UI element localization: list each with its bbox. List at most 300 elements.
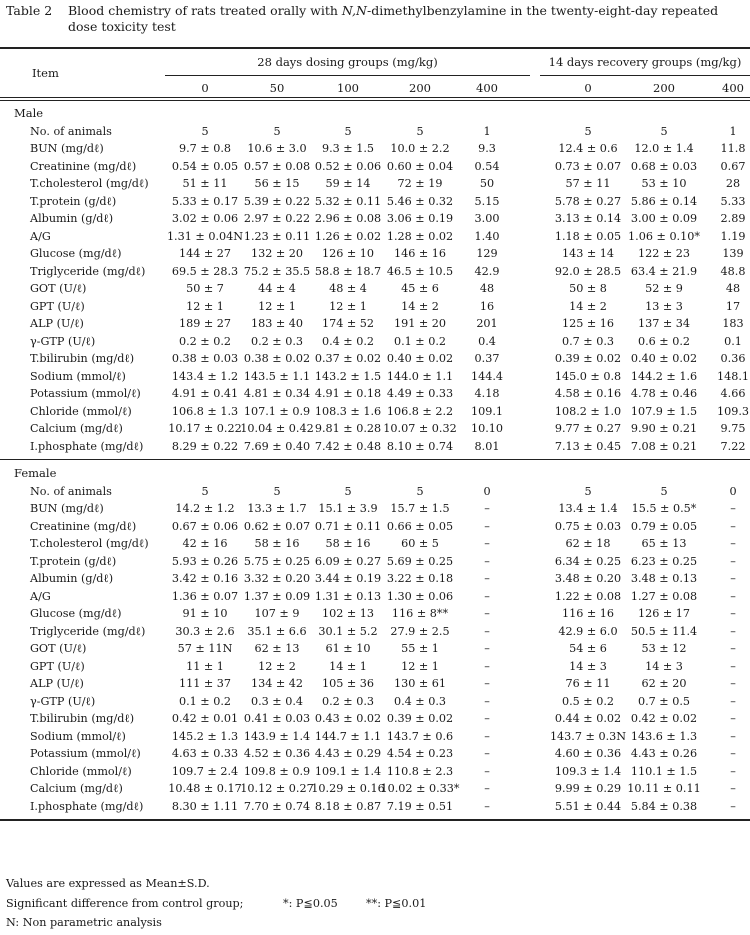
row-value: 15.7 ± 1.5	[390, 502, 450, 515]
row-value: 174 ± 52	[321, 317, 375, 330]
row-value: 126 ± 17	[637, 607, 691, 620]
row-value: 143.2 ± 1.5	[314, 369, 382, 383]
row-value: 6.23 ± 0.25	[630, 554, 698, 568]
table-row	[0, 535, 750, 552]
row-value: 9.75	[720, 422, 746, 435]
row-value: 1.26 ± 0.02	[314, 229, 382, 243]
row-item-label: Potassium (mmol/ℓ)	[30, 387, 141, 400]
column-header-item: Item	[32, 66, 59, 80]
row-value: –	[484, 729, 490, 743]
row-value: 14 ± 3	[645, 659, 683, 673]
table-row	[0, 518, 750, 535]
row-value: 0.39 ± 0.02	[554, 352, 622, 365]
row-value: –	[730, 694, 736, 708]
row-value: 58 ± 16	[254, 537, 300, 550]
dose-header: 50	[269, 81, 285, 95]
row-value: 4.49 ± 0.33	[386, 387, 454, 400]
row-value: 0	[483, 484, 491, 498]
row-value: 12 ± 1	[401, 659, 439, 673]
row-item-label: Sodium (mmol/ℓ)	[30, 369, 126, 383]
table-row	[0, 500, 750, 517]
row-value: 2.89	[720, 212, 746, 225]
table-bottom-rule	[0, 819, 750, 821]
row-value: 5.33	[720, 194, 746, 208]
row-value: 8.10 ± 0.74	[386, 439, 454, 453]
row-value: 5	[584, 124, 592, 138]
row-value: 0.1	[724, 334, 742, 348]
row-item-label: Glucose (mg/dℓ)	[30, 247, 122, 260]
row-value: 107.1 ± 0.9	[243, 404, 311, 418]
row-value: 2.97 ± 0.22	[243, 212, 311, 225]
table-row	[0, 693, 750, 710]
row-value: 10.0 ± 2.2	[390, 142, 450, 155]
row-value: –	[484, 537, 490, 550]
row-item-label: Sodium (mmol/ℓ)	[30, 729, 126, 743]
row-value: 10.10	[470, 422, 504, 435]
row-value: –	[730, 764, 736, 778]
row-value: 7.42 ± 0.48	[314, 439, 382, 453]
row-value: 0.2 ± 0.3	[250, 334, 304, 348]
row-value: 183	[722, 317, 744, 330]
row-value: 143 ± 14	[561, 247, 615, 260]
row-value: –	[730, 537, 736, 550]
row-value: 1.27 ± 0.08	[630, 589, 698, 603]
row-value: 0.7 ± 0.3	[561, 334, 615, 348]
row-value: 46.5 ± 10.5	[386, 264, 454, 278]
row-value: –	[484, 659, 490, 673]
row-value: 5.51 ± 0.44	[554, 799, 622, 813]
row-item-label: Albumin (g/dℓ)	[30, 572, 114, 585]
row-value: –	[484, 519, 490, 533]
row-value: 129	[476, 247, 498, 260]
row-value: 50	[479, 177, 495, 190]
row-value: 0.37 ± 0.02	[314, 352, 382, 365]
row-value: 0.1 ± 0.2	[178, 694, 232, 708]
row-value: 91 ± 10	[182, 607, 228, 620]
row-value: 4.18	[474, 387, 500, 400]
row-value: 13 ± 3	[645, 299, 683, 313]
row-value: 48 ± 4	[329, 282, 367, 295]
row-value: 144 ± 27	[178, 247, 232, 260]
row-value: 56 ± 15	[254, 177, 300, 190]
row-value: 0.75 ± 0.03	[554, 519, 622, 533]
row-value: –	[730, 799, 736, 813]
row-value: –	[484, 782, 490, 795]
row-value: 0.4 ± 0.2	[321, 334, 375, 348]
row-value: 5	[273, 484, 281, 498]
row-value: 9.77 ± 0.27	[554, 422, 622, 435]
row-value: 13.3 ± 1.7	[247, 502, 307, 515]
header-bottom-rule	[0, 97, 750, 101]
row-value: 0.67	[720, 159, 746, 173]
row-value: 57 ± 11N	[177, 642, 233, 655]
row-value: 16	[479, 299, 495, 313]
row-value: 51 ± 11	[182, 177, 228, 190]
row-value: –	[484, 747, 490, 760]
row-value: 12 ± 1	[186, 299, 224, 313]
row-value: 4.81 ± 0.34	[243, 387, 311, 400]
row-value: 110.8 ± 2.3	[386, 764, 454, 778]
row-value: 92.0 ± 28.5	[554, 264, 622, 278]
row-value: 5.75 ± 0.25	[243, 554, 311, 568]
row-value: 137 ± 34	[637, 317, 691, 330]
row-value: 3.00	[474, 212, 500, 225]
row-value: 130 ± 61	[393, 677, 447, 690]
row-value: –	[730, 502, 736, 515]
row-value: 1.22 ± 0.08	[554, 589, 622, 603]
row-value: 48	[725, 282, 741, 295]
row-value: –	[484, 694, 490, 708]
table-row	[0, 210, 750, 227]
table-row	[0, 763, 750, 780]
row-value: 10.04 ± 0.42	[240, 422, 314, 435]
row-value: 0.2 ± 0.2	[178, 334, 232, 348]
row-value: 5	[416, 484, 424, 498]
row-value: 48.8	[720, 264, 746, 278]
row-value: 0.4 ± 0.3	[393, 694, 447, 708]
row-value: 1.36 ± 0.07	[171, 589, 239, 603]
row-value: –	[730, 607, 736, 620]
row-value: 0.67 ± 0.06	[171, 519, 239, 533]
table-row	[0, 350, 750, 367]
footnote-values: Values are expressed as Mean±S.D.	[6, 877, 210, 890]
table-row	[0, 158, 750, 175]
row-item-label: I.phosphate (mg/dℓ)	[30, 799, 144, 813]
row-value: 105 ± 36	[321, 677, 375, 690]
row-value: 45 ± 6	[401, 282, 439, 295]
row-value: 5.33 ± 0.17	[171, 194, 239, 208]
row-value: 5	[416, 124, 424, 138]
row-value: 4.91 ± 0.18	[314, 387, 382, 400]
row-value: 17	[725, 299, 741, 313]
row-value: 108.2 ± 1.0	[554, 404, 622, 418]
row-value: 144.2 ± 1.6	[630, 369, 698, 383]
table-row	[0, 710, 750, 727]
row-value: 0.38 ± 0.03	[171, 352, 239, 365]
row-value: 1.31 ± 0.04N	[166, 229, 244, 243]
row-value: 60 ± 5	[401, 537, 439, 550]
row-value: 5	[273, 124, 281, 138]
row-value: 145.0 ± 0.8	[554, 369, 622, 383]
row-value: 0.7 ± 0.5	[637, 694, 691, 708]
row-value: 5	[201, 484, 209, 498]
dosing-group-underline	[165, 75, 530, 76]
row-value: –	[730, 747, 736, 760]
row-value: 106.8 ± 2.2	[386, 404, 454, 418]
footnote-p05: *: P≦0.05	[283, 897, 338, 910]
row-value: 7.69 ± 0.40	[243, 439, 311, 453]
table-row	[0, 623, 750, 640]
row-item-label: T.protein (g/dℓ)	[30, 194, 117, 208]
row-value: 109.1	[470, 404, 504, 418]
row-value: 0.42 ± 0.02	[630, 712, 698, 725]
row-value: 0.1 ± 0.2	[393, 334, 447, 348]
row-value: 5.32 ± 0.11	[314, 194, 382, 208]
row-value: –	[730, 642, 736, 655]
table-title: Blood chemistry of rats treated orally with N,N-dimethylbenzylamine in the twenty-eight-day repeated dose toxicity test	[68, 3, 719, 34]
row-value: 50 ± 8	[569, 282, 607, 295]
row-value: 3.32 ± 0.20	[243, 572, 311, 585]
row-value: 9.81 ± 0.28	[314, 422, 382, 435]
row-value: 3.48 ± 0.13	[630, 572, 698, 585]
row-value: 143.7 ± 0.3N	[549, 729, 627, 743]
table-row	[0, 228, 750, 245]
row-value: 0.40 ± 0.02	[386, 352, 454, 365]
row-value: –	[730, 572, 736, 585]
row-value: 9.3 ± 1.5	[321, 142, 375, 155]
dose-header: 0	[201, 81, 209, 95]
row-value: 0.4	[478, 334, 496, 348]
row-value: 0.73 ± 0.07	[554, 159, 622, 173]
row-value: 52 ± 9	[645, 282, 683, 295]
row-value: 50 ± 7	[186, 282, 224, 295]
row-value: 13.4 ± 1.4	[558, 502, 618, 515]
table-row	[0, 385, 750, 402]
table-row	[0, 605, 750, 622]
row-value: 116 ± 16	[561, 607, 615, 620]
row-value: 139	[722, 247, 744, 260]
row-item-label: Chloride (mmol/ℓ)	[30, 404, 132, 418]
row-value: 143.7 ± 0.6	[386, 729, 454, 743]
table-caption	[6, 3, 746, 35]
row-value: 2.96 ± 0.08	[314, 212, 382, 225]
row-item-label: GPT (U/ℓ)	[30, 299, 85, 313]
row-value: 14.2 ± 1.2	[175, 502, 235, 515]
row-value: –	[730, 712, 736, 725]
row-value: –	[484, 799, 490, 813]
row-value: 14 ± 3	[569, 659, 607, 673]
table-row	[0, 438, 750, 455]
row-value: 12 ± 2	[258, 659, 296, 673]
row-value: 6.34 ± 0.25	[554, 554, 622, 568]
row-value: 61 ± 10	[325, 642, 371, 655]
row-value: 48	[479, 282, 495, 295]
section-label: Female	[14, 466, 57, 480]
row-value: 122 ± 23	[637, 247, 691, 260]
table-row	[0, 658, 750, 675]
row-value: 8.30 ± 1.11	[171, 799, 239, 813]
row-value: 4.54 ± 0.23	[386, 747, 454, 760]
row-value: 102 ± 13	[321, 607, 375, 620]
row-value: 55 ± 1	[401, 642, 439, 655]
row-value: 3.48 ± 0.20	[554, 572, 622, 585]
row-value: 1	[483, 124, 491, 138]
row-value: 5.39 ± 0.22	[243, 194, 311, 208]
table-row	[0, 553, 750, 570]
row-value: –	[484, 554, 490, 568]
row-value: 8.29 ± 0.22	[171, 439, 239, 453]
row-item-label: Potassium (mmol/ℓ)	[30, 747, 141, 760]
row-value: –	[730, 782, 736, 795]
table-row	[0, 123, 750, 140]
row-value: 62 ± 18	[565, 537, 611, 550]
table-row	[0, 570, 750, 587]
row-value: 10.6 ± 3.0	[247, 142, 307, 155]
table-row	[0, 675, 750, 692]
row-value: –	[484, 589, 490, 603]
row-value: 15.1 ± 3.9	[318, 502, 378, 515]
row-value: 5.86 ± 0.14	[630, 194, 698, 208]
row-value: 4.63 ± 0.33	[171, 747, 239, 760]
dose-header: 400	[476, 81, 498, 95]
row-value: 109.3 ± 1.4	[554, 764, 622, 778]
table-row	[0, 315, 750, 332]
row-value: 111 ± 37	[178, 677, 232, 690]
row-value: 4.60 ± 0.36	[554, 747, 622, 760]
row-item-label: A/G	[30, 589, 51, 603]
row-value: 10.07 ± 0.32	[383, 422, 457, 435]
row-value: –	[730, 729, 736, 743]
row-item-label: T.bilirubin (mg/dℓ)	[30, 352, 135, 365]
row-value: 144.4	[470, 369, 504, 383]
row-value: 8.01	[474, 439, 500, 453]
row-value: 6.09 ± 0.27	[314, 554, 382, 568]
row-value: 10.17 ± 0.22	[168, 422, 242, 435]
top-rule	[0, 47, 750, 49]
row-value: 62 ± 13	[254, 642, 300, 655]
row-value: 107 ± 9	[254, 607, 300, 620]
dose-header: 0	[584, 81, 592, 95]
row-value: 107.9 ± 1.5	[630, 404, 698, 418]
row-value: 3.44 ± 0.19	[314, 572, 382, 585]
row-value: 1.40	[474, 229, 500, 243]
row-value: 0.38 ± 0.02	[243, 352, 311, 365]
row-item-label: A/G	[30, 229, 51, 243]
row-value: 5.46 ± 0.32	[386, 194, 454, 208]
row-value: 1.28 ± 0.02	[386, 229, 454, 243]
row-item-label: ALP (U/ℓ)	[30, 317, 84, 330]
row-value: 14 ± 2	[569, 299, 607, 313]
row-value: 7.08 ± 0.21	[630, 439, 698, 453]
row-value: 0.79 ± 0.05	[630, 519, 698, 533]
table-row	[0, 263, 750, 280]
row-value: 5.78 ± 0.27	[554, 194, 622, 208]
row-value: 10.29 ± 0.16	[311, 782, 385, 795]
table-row	[0, 280, 750, 297]
row-value: –	[730, 519, 736, 533]
row-value: 132 ± 20	[250, 247, 304, 260]
row-item-label: T.protein (g/dℓ)	[30, 554, 117, 568]
column-group-dosing: 28 days dosing groups (mg/kg)	[257, 55, 438, 69]
table-row	[0, 403, 750, 420]
table-row	[0, 175, 750, 192]
table-row	[0, 640, 750, 657]
row-value: –	[484, 502, 490, 515]
row-value: 1.37 ± 0.09	[243, 589, 311, 603]
dose-header: 400	[722, 81, 744, 95]
table-row	[0, 420, 750, 437]
row-value: 7.13 ± 0.45	[554, 439, 622, 453]
row-value: 5.84 ± 0.38	[630, 799, 698, 813]
row-value: 3.13 ± 0.14	[554, 212, 622, 225]
row-value: 75.2 ± 35.5	[243, 264, 311, 278]
row-value: 35.1 ± 6.6	[247, 624, 307, 638]
row-value: 201	[476, 317, 498, 330]
table-row	[0, 368, 750, 385]
row-value: 69.5 ± 28.3	[171, 264, 239, 278]
row-value: 1.23 ± 0.11	[243, 229, 311, 243]
row-value: 1.18 ± 0.05	[554, 229, 622, 243]
row-item-label: I.phosphate (mg/dℓ)	[30, 439, 144, 453]
row-value: 15.5 ± 0.5*	[631, 502, 697, 515]
row-value: –	[484, 642, 490, 655]
dose-header: 200	[653, 81, 675, 95]
row-value: 143.9 ± 1.4	[243, 729, 311, 743]
row-value: 109.8 ± 0.9	[243, 764, 311, 778]
row-value: 12 ± 1	[258, 299, 296, 313]
row-value: 106.8 ± 1.3	[171, 404, 239, 418]
row-value: 7.22	[720, 439, 746, 453]
row-value: 9.7 ± 0.8	[178, 142, 232, 155]
row-value: 108.3 ± 1.6	[314, 404, 382, 418]
row-value: 0.68 ± 0.03	[630, 159, 698, 173]
row-value: 9.90 ± 0.21	[630, 422, 698, 435]
row-value: 125 ± 16	[561, 317, 615, 330]
recovery-group-underline	[540, 75, 750, 76]
row-value: 3.06 ± 0.19	[386, 212, 454, 225]
row-value: 0.71 ± 0.11	[314, 519, 382, 533]
row-value: 4.91 ± 0.41	[171, 387, 239, 400]
row-value: 30.3 ± 2.6	[175, 624, 235, 638]
table-row	[0, 588, 750, 605]
row-value: 76 ± 11	[565, 677, 611, 690]
row-value: 57 ± 11	[565, 177, 611, 190]
row-value: 9.99 ± 0.29	[554, 782, 622, 795]
row-value: –	[484, 624, 490, 638]
row-value: 5	[660, 484, 668, 498]
row-value: 4.78 ± 0.46	[630, 387, 698, 400]
row-value: 3.02 ± 0.06	[171, 212, 239, 225]
row-item-label: Creatinine (mg/dℓ)	[30, 519, 137, 533]
row-value: 42.9	[474, 264, 500, 278]
row-value: 10.48 ± 0.17	[168, 782, 242, 795]
row-value: 143.4 ± 1.2	[171, 369, 239, 383]
row-value: 65 ± 13	[641, 537, 687, 550]
row-item-label: Calcium (mg/dℓ)	[30, 422, 123, 435]
row-value: 0.36	[720, 352, 746, 365]
row-value: 0.57 ± 0.08	[243, 159, 311, 173]
row-value: 0	[729, 484, 737, 498]
row-value: 5	[584, 484, 592, 498]
row-value: 0.39 ± 0.02	[386, 712, 454, 725]
row-value: 0.3 ± 0.4	[250, 694, 304, 708]
row-value: 14 ± 1	[329, 659, 367, 673]
row-value: –	[730, 659, 736, 673]
row-value: 183 ± 40	[250, 317, 304, 330]
row-value: 5.15	[474, 194, 500, 208]
row-value: 12.0 ± 1.4	[634, 142, 694, 155]
row-value: 0.42 ± 0.01	[171, 712, 239, 725]
row-value: 0.43 ± 0.02	[314, 712, 382, 725]
table-row	[0, 780, 750, 797]
row-value: 9.3	[478, 142, 496, 155]
row-value: 145.2 ± 1.3	[171, 729, 239, 743]
row-value: 5	[660, 124, 668, 138]
row-value: 5	[201, 124, 209, 138]
row-item-label: Glucose (mg/dℓ)	[30, 607, 122, 620]
row-value: 58.8 ± 18.7	[314, 264, 382, 278]
row-value: –	[730, 589, 736, 603]
row-value: 189 ± 27	[178, 317, 232, 330]
row-item-label: No. of animals	[30, 484, 112, 498]
row-value: 143.5 ± 1.1	[243, 369, 311, 383]
column-group-recovery: 14 days recovery groups (mg/kg)	[548, 55, 742, 69]
row-value: –	[730, 624, 736, 638]
row-value: 0.2 ± 0.3	[321, 694, 375, 708]
table-row	[0, 140, 750, 157]
row-value: 10.12 ± 0.27	[240, 782, 314, 795]
row-value: 0.66 ± 0.05	[386, 519, 454, 533]
